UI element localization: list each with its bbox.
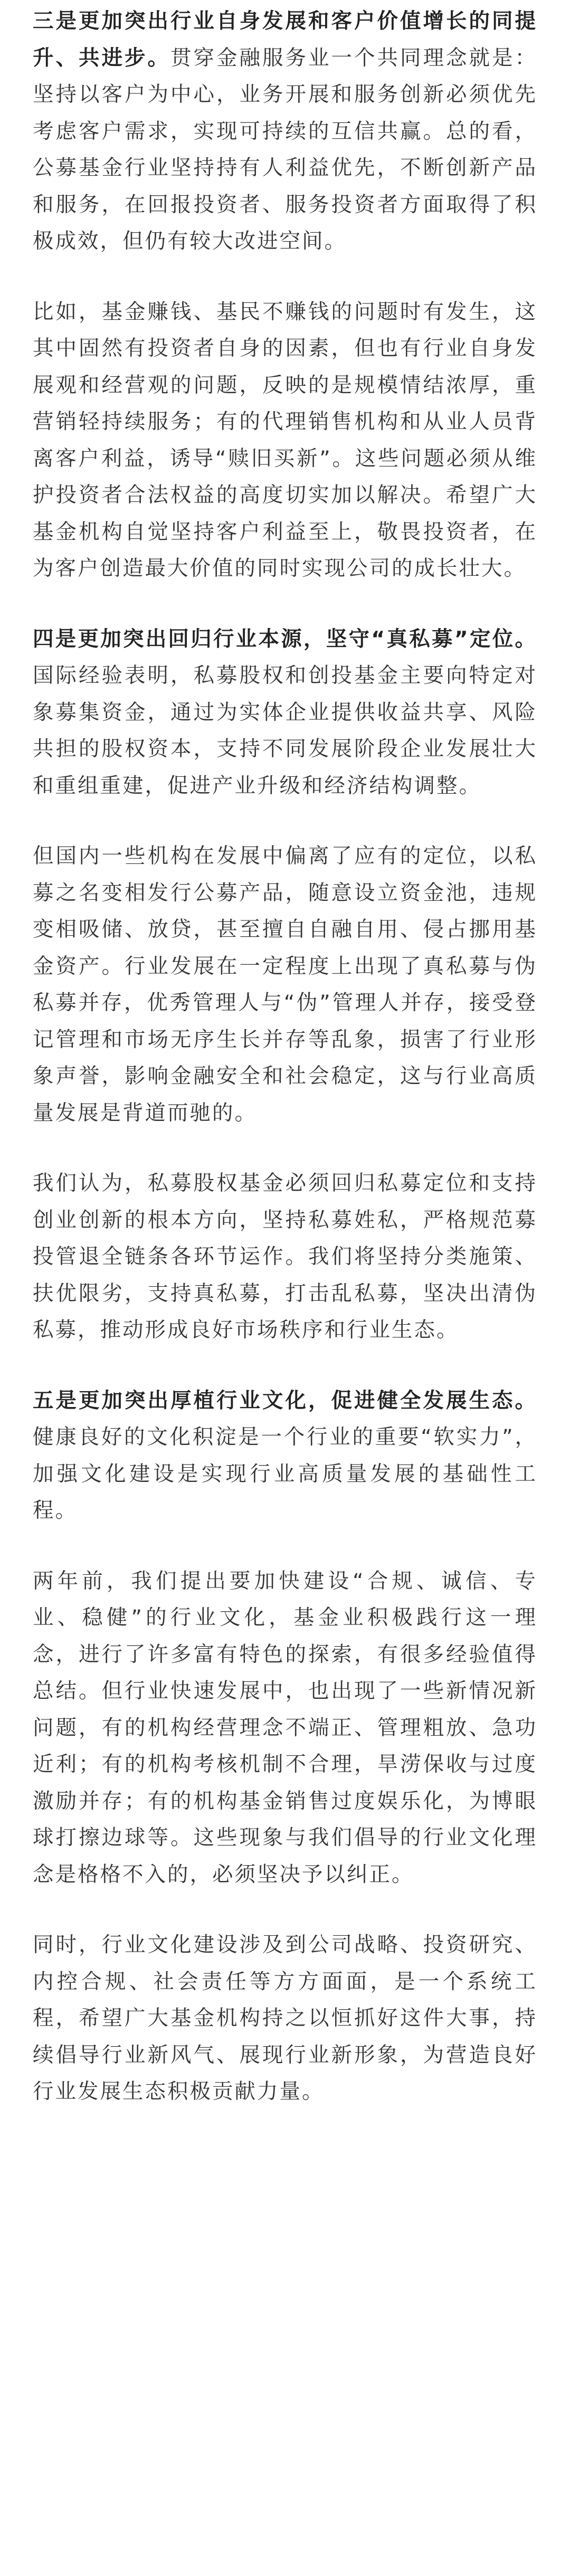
paragraph-private-regulation <box>33 1165 537 1349</box>
paragraph-lead: 五是更加突出厚植行业文化，促进健全发展生态。 <box>33 1388 537 1413</box>
paragraph-culture-progress <box>33 1563 537 1894</box>
paragraph-lead: 三是更加突出行业自身发展和客户价值增长的同提升、共进步。 <box>33 9 537 70</box>
paragraph-text: 贯穿金融服务业一个共同理念就是：坚持以客户为中心，业务开展和服务创新必须优先考虑客户需求，实现可持续的互信共赢。总的看，公募基金行业坚持持有人利益优先，不断创新产品和服务，在回报投资者、服务投资者方面取得了积极成效，但仍有较大改进空间。 <box>33 45 537 253</box>
paragraph-text: 我们认为，私募股权基金必须回归私募定位和支持创业创新的根本方向，坚持私募姓私，严格规范募投管退全链条各环节运作。我们将坚持分类施策、扶优限劣，支持真私募，打击乱私募，坚决出清伪私募，推动形成良好市场秩序和行业生态。 <box>33 1171 537 1342</box>
paragraph-industry-culture <box>33 1383 537 1529</box>
paragraph-culture-system <box>33 1927 537 2111</box>
paragraph-text: 比如，基金赚钱、基民不赚钱的问题时有发生，这其中固然有投资者自身的因素，但也有行业自身发展观和经营观的问题，反映的是规模情结浓厚，重营销轻持续服务；有的代理销售机构和从业人员背离客户利益，诱导“赎旧买新”。这些问题必须从维护投资者合法权益的高度切实加以解决。希望广大基金机构自觉坚持客户利益至上，敬畏投资者，在为客户创造最大价值的同时实现公司的成长壮大。 <box>33 299 537 581</box>
paragraph-true-private-equity <box>33 621 537 805</box>
paragraph-client-value <box>33 3 537 260</box>
paragraph-text: 两年前，我们提出要加快建设“合规、诚信、专业、稳健”的行业文化，基金业积极践行这一理念，进行了许多富有特色的探索，有很多经验值得总结。但行业快速发展中，也出现了一些新情况新问题，有的机构经营理念不端正、管理粗放、急功近利；有的机构考核机制不合理，旱涝保收与过度激励并存；有的机构基金销售过度娱乐化，为博眼球打擦边球等。这些现象与我们倡导的行业文化理念是格格不入的，必须坚决予以纠正。 <box>33 1569 537 1887</box>
paragraph-text: 国际经验表明，私募股权和创投基金主要向特定对象募集资金，通过为实体企业提供收益共享、风险共担的股权资本，支持不同发展阶段企业发展壮大和重组重建，促进产业升级和经济结构调整。 <box>33 663 537 798</box>
paragraph-text: 健康良好的文化积淀是一个行业的重要“软实力”，加强文化建设是实现行业高质量发展的基础性工程。 <box>33 1425 537 1523</box>
paragraph-text: 但国内一些机构在发展中偏离了应有的定位，以私募之名变相发行公募产品，随意设立资金池，违规变相吸储、放贷，甚至擅自自融自用、侵占挪用基金资产。行业发展在一定程度上出现了真私募与伪私募并存，优秀管理人与“伪”管理人并存，接受登记管理和市场无序生长并存等乱象，损害了行业形象声誉，影响金融安全和社会稳定，这与行业高质量发展是背道而驰的。 <box>33 844 537 1125</box>
paragraph-text: 同时，行业文化建设涉及到公司战略、投资研究、内控合规、社会责任等方方面面，是一个系统工程，希望广大基金机构持之以恒抓好这件大事，持续倡导行业新风气、展现行业新形象，为营造良好行业发展生态积极贡献力量。 <box>33 1933 537 2104</box>
paragraph-lead: 四是更加突出回归行业本源，坚守“真私募”定位。 <box>33 626 537 651</box>
paragraph-domestic-issues <box>33 838 537 1132</box>
paragraph-investor-returns <box>33 294 537 587</box>
